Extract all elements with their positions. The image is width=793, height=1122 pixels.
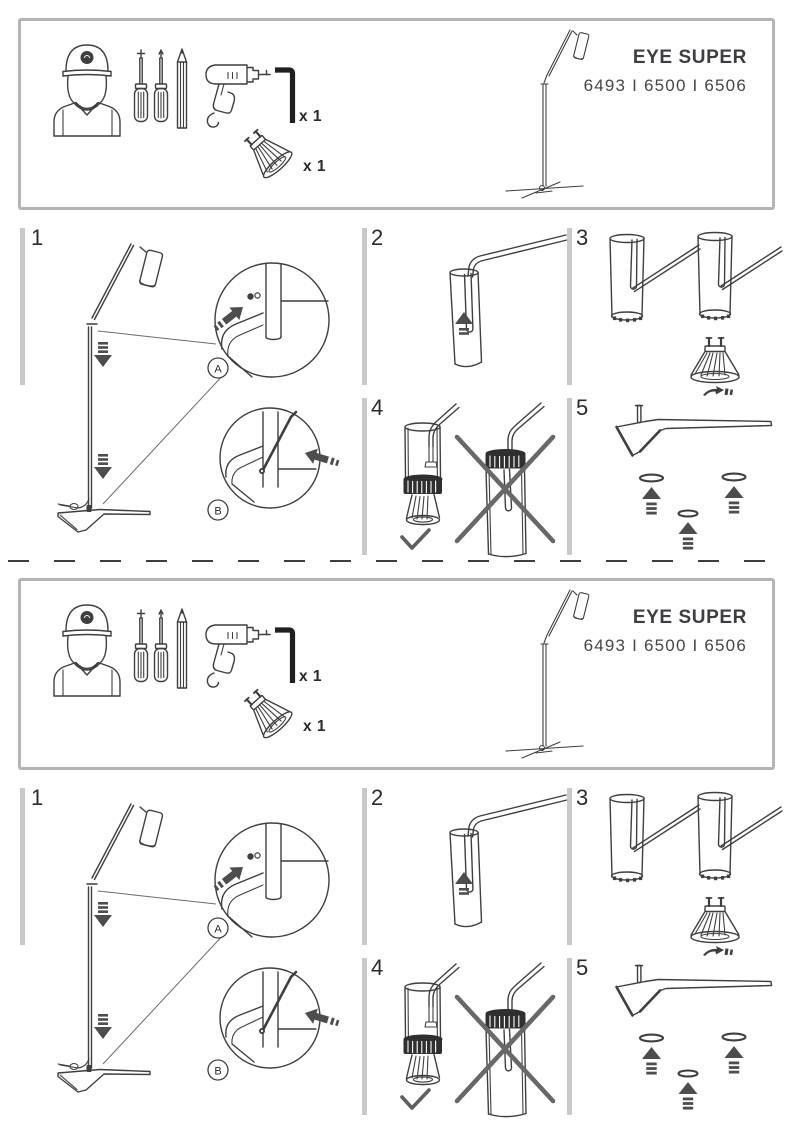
allen-key-quantity: x 1 xyxy=(299,668,323,685)
down-arrow-icon xyxy=(94,342,112,367)
lamp-base-plate xyxy=(617,966,772,1016)
product-codes: 6493 I 6500 I 6506 xyxy=(583,636,747,655)
rotate-icon xyxy=(703,386,733,396)
step-bar xyxy=(567,958,572,1115)
detail-badge-b xyxy=(208,1060,228,1080)
detail-circle-b xyxy=(220,968,341,1068)
allen-key-icon xyxy=(270,624,300,688)
detail-badge-a xyxy=(208,918,228,938)
down-arrow-icon xyxy=(94,902,112,927)
step-bar xyxy=(567,228,572,385)
step4-illustration xyxy=(388,962,566,1119)
allen-key-quantity: x 1 xyxy=(299,108,323,125)
instruction-sheet xyxy=(0,0,793,560)
socket-dark-band xyxy=(486,449,526,469)
down-arrow-icon xyxy=(94,454,112,479)
step1-illustration xyxy=(38,793,343,1108)
svg-text:A: A xyxy=(214,363,222,376)
step5-illustration xyxy=(588,400,783,558)
svg-text:A: A xyxy=(214,923,222,936)
detail-badge-b xyxy=(208,500,228,520)
screwdrivers-pencil-icon xyxy=(130,48,194,132)
product-codes: 6493 I 6500 I 6506 xyxy=(583,76,747,95)
step-bar xyxy=(362,398,367,555)
correct-assembly xyxy=(405,404,459,525)
svg-text:B: B xyxy=(214,1065,222,1078)
step2-illustration xyxy=(390,230,570,402)
product-title: EYE SUPER xyxy=(632,607,747,628)
step5-illustration xyxy=(588,960,783,1118)
drill-icon xyxy=(202,56,274,132)
floor-lamp-large xyxy=(58,804,163,1092)
socket-dark-band xyxy=(404,475,443,495)
floor-lamp-large xyxy=(58,244,163,532)
down-arrow-icon xyxy=(94,1014,112,1039)
sheet-copy-2 xyxy=(0,560,793,1120)
step-bar xyxy=(362,958,367,1115)
step-number: 2 xyxy=(371,785,384,810)
up-arrow-icon xyxy=(725,1046,744,1074)
check-icon xyxy=(402,1090,429,1108)
socket-dark-band xyxy=(404,1035,443,1055)
product-title: EYE SUPER xyxy=(632,47,747,68)
gu10-bulb-icon xyxy=(691,338,739,383)
lamp-base-plate xyxy=(617,406,772,456)
step-number: 1 xyxy=(31,225,44,250)
step-bar xyxy=(567,398,572,555)
step3-illustration xyxy=(600,790,782,962)
gu10-bulb-icon xyxy=(238,686,304,744)
gu10-bulb-icon xyxy=(238,126,304,184)
gu10-bulb-icon xyxy=(691,898,739,943)
socket-dark-band xyxy=(486,1009,526,1029)
step-bar xyxy=(20,228,25,385)
rotate-icon xyxy=(703,946,733,956)
step-bar xyxy=(362,788,367,945)
step-number: 3 xyxy=(576,785,589,810)
sheet-copy-1 xyxy=(0,0,793,560)
screwdrivers-pencil-icon xyxy=(130,608,194,692)
up-arrow-icon xyxy=(642,487,661,515)
step3-illustration xyxy=(600,230,782,402)
svg-text:B: B xyxy=(214,505,222,518)
detail-circle-b xyxy=(220,408,341,508)
detail-badge-a xyxy=(208,358,228,378)
step-number: 5 xyxy=(576,395,589,420)
bulb-quantity: x 1 xyxy=(303,158,327,175)
step-bar xyxy=(362,228,367,385)
correct-assembly xyxy=(405,964,459,1085)
up-arrow-icon xyxy=(679,1082,698,1110)
up-arrow-icon xyxy=(725,486,744,514)
installer-hardhat-icon xyxy=(48,596,128,698)
allen-key-icon xyxy=(270,64,300,128)
step-number: 3 xyxy=(576,225,589,250)
step4-illustration xyxy=(388,402,566,559)
step-bar xyxy=(20,788,25,945)
title-block xyxy=(584,607,747,656)
step1-illustration xyxy=(38,233,343,548)
check-icon xyxy=(402,530,429,548)
step-bar xyxy=(567,788,572,945)
drill-icon xyxy=(202,616,274,692)
bulb-quantity: x 1 xyxy=(303,718,327,735)
up-arrow-icon xyxy=(642,1047,661,1075)
title-block xyxy=(584,47,747,96)
installer-hardhat-icon xyxy=(48,36,128,138)
detail-circle-a xyxy=(210,263,329,377)
step-number: 1 xyxy=(31,785,44,810)
detail-circle-a xyxy=(210,823,329,937)
step-number: 2 xyxy=(371,225,384,250)
step-number: 5 xyxy=(576,955,589,980)
instruction-sheet xyxy=(0,560,793,1120)
step2-illustration xyxy=(390,790,570,962)
step-number: 4 xyxy=(371,955,384,980)
up-arrow-icon xyxy=(679,522,698,550)
step-number: 4 xyxy=(371,395,384,420)
